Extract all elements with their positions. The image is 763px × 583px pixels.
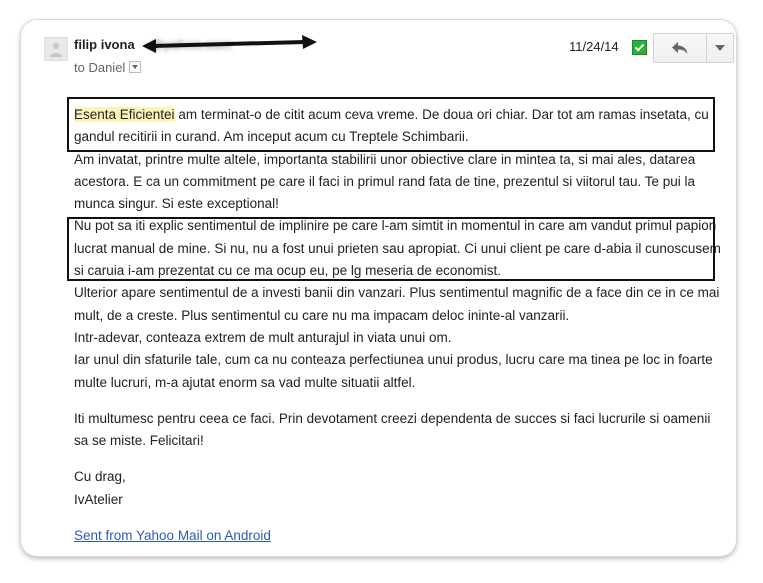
closing: Cu drag, (74, 469, 126, 485)
reply-icon (671, 41, 689, 55)
signature: IvAtelier (74, 491, 123, 507)
reply-button[interactable] (654, 34, 707, 62)
checkbox-checked-icon[interactable] (632, 40, 647, 55)
highlighted-title: Esenta Eficientei (74, 107, 175, 122)
chevron-down-icon (715, 45, 725, 51)
annotation-arrow (140, 35, 320, 55)
details-dropdown-icon[interactable] (129, 61, 141, 73)
paragraph-2: Am invatat, printre multe altele, importanta stabilirii unor obiective clare in mintea ta, si mai ales, datarea acestora. E ca un commitment pe care il faci in primul rand fata de tine, prezentul si viitorul tau. Te pui la munca singur. Si este exceptional! (74, 151, 696, 212)
email-date: 11/24/14 (569, 39, 619, 54)
paragraph-1-text: am terminat-o de citit acum ceva vreme. De doua ori chiar. Dar tot am ramas insetata, cu gandul recitirii in curand. Am inceput acum cu Treptele Schimbarii. (74, 107, 709, 145)
recipient-line (74, 60, 141, 75)
paragraph-4: Ulterior apare sentimentul de a investi banii din vanzari. Plus sentimentul magnific de a face din ce in ce mai mult, de a creste. Plus sentimentul cu care nu ma impacam deloc ininte-al vanzarii. (74, 285, 720, 323)
message-actions (653, 33, 734, 63)
sender-avatar (44, 37, 68, 61)
paragraph-7: Iti multumesc pentru ceea ce faci. Prin devotament creezi dependenta de succes si faci lucrurile si oamenii sa se miste. Felicitari! (74, 410, 711, 449)
person-icon (45, 38, 67, 60)
paragraph-5: Intr-adevar, conteaza extrem de mult anturajul in viata unui om. (74, 329, 452, 345)
recipient-label: to Daniel (74, 60, 126, 75)
annotation-box-2 (67, 217, 715, 281)
annotation-box-1 (67, 97, 715, 152)
yahoo-mail-link[interactable]: Sent from Yahoo Mail on Android (74, 528, 271, 543)
sender-name[interactable]: filip ivona (74, 37, 135, 52)
paragraph-3: Nu pot sa iti explic sentimentul de implinire pe care l-am simtit in momentul in care am vandut primul papion lucrat manual de mine. Si nu, nu a fost unui prieten sau apropiat. Ci unui client pe care d-abia il cunoscusem si caruia i-am prezentat cu ce ma ocup eu, pe lg meseria de economist. (74, 218, 721, 279)
paragraph-6: Iar unul din sfaturile tale, cum ca nu conteaza perfectiunea unui produs, lucru care ma tinea pe loc in foarte multe lucruri, m-a ajutat enorm sa vad multe situatii altfel. (74, 352, 713, 390)
email-body (74, 104, 724, 511)
more-actions-button[interactable] (707, 34, 733, 62)
